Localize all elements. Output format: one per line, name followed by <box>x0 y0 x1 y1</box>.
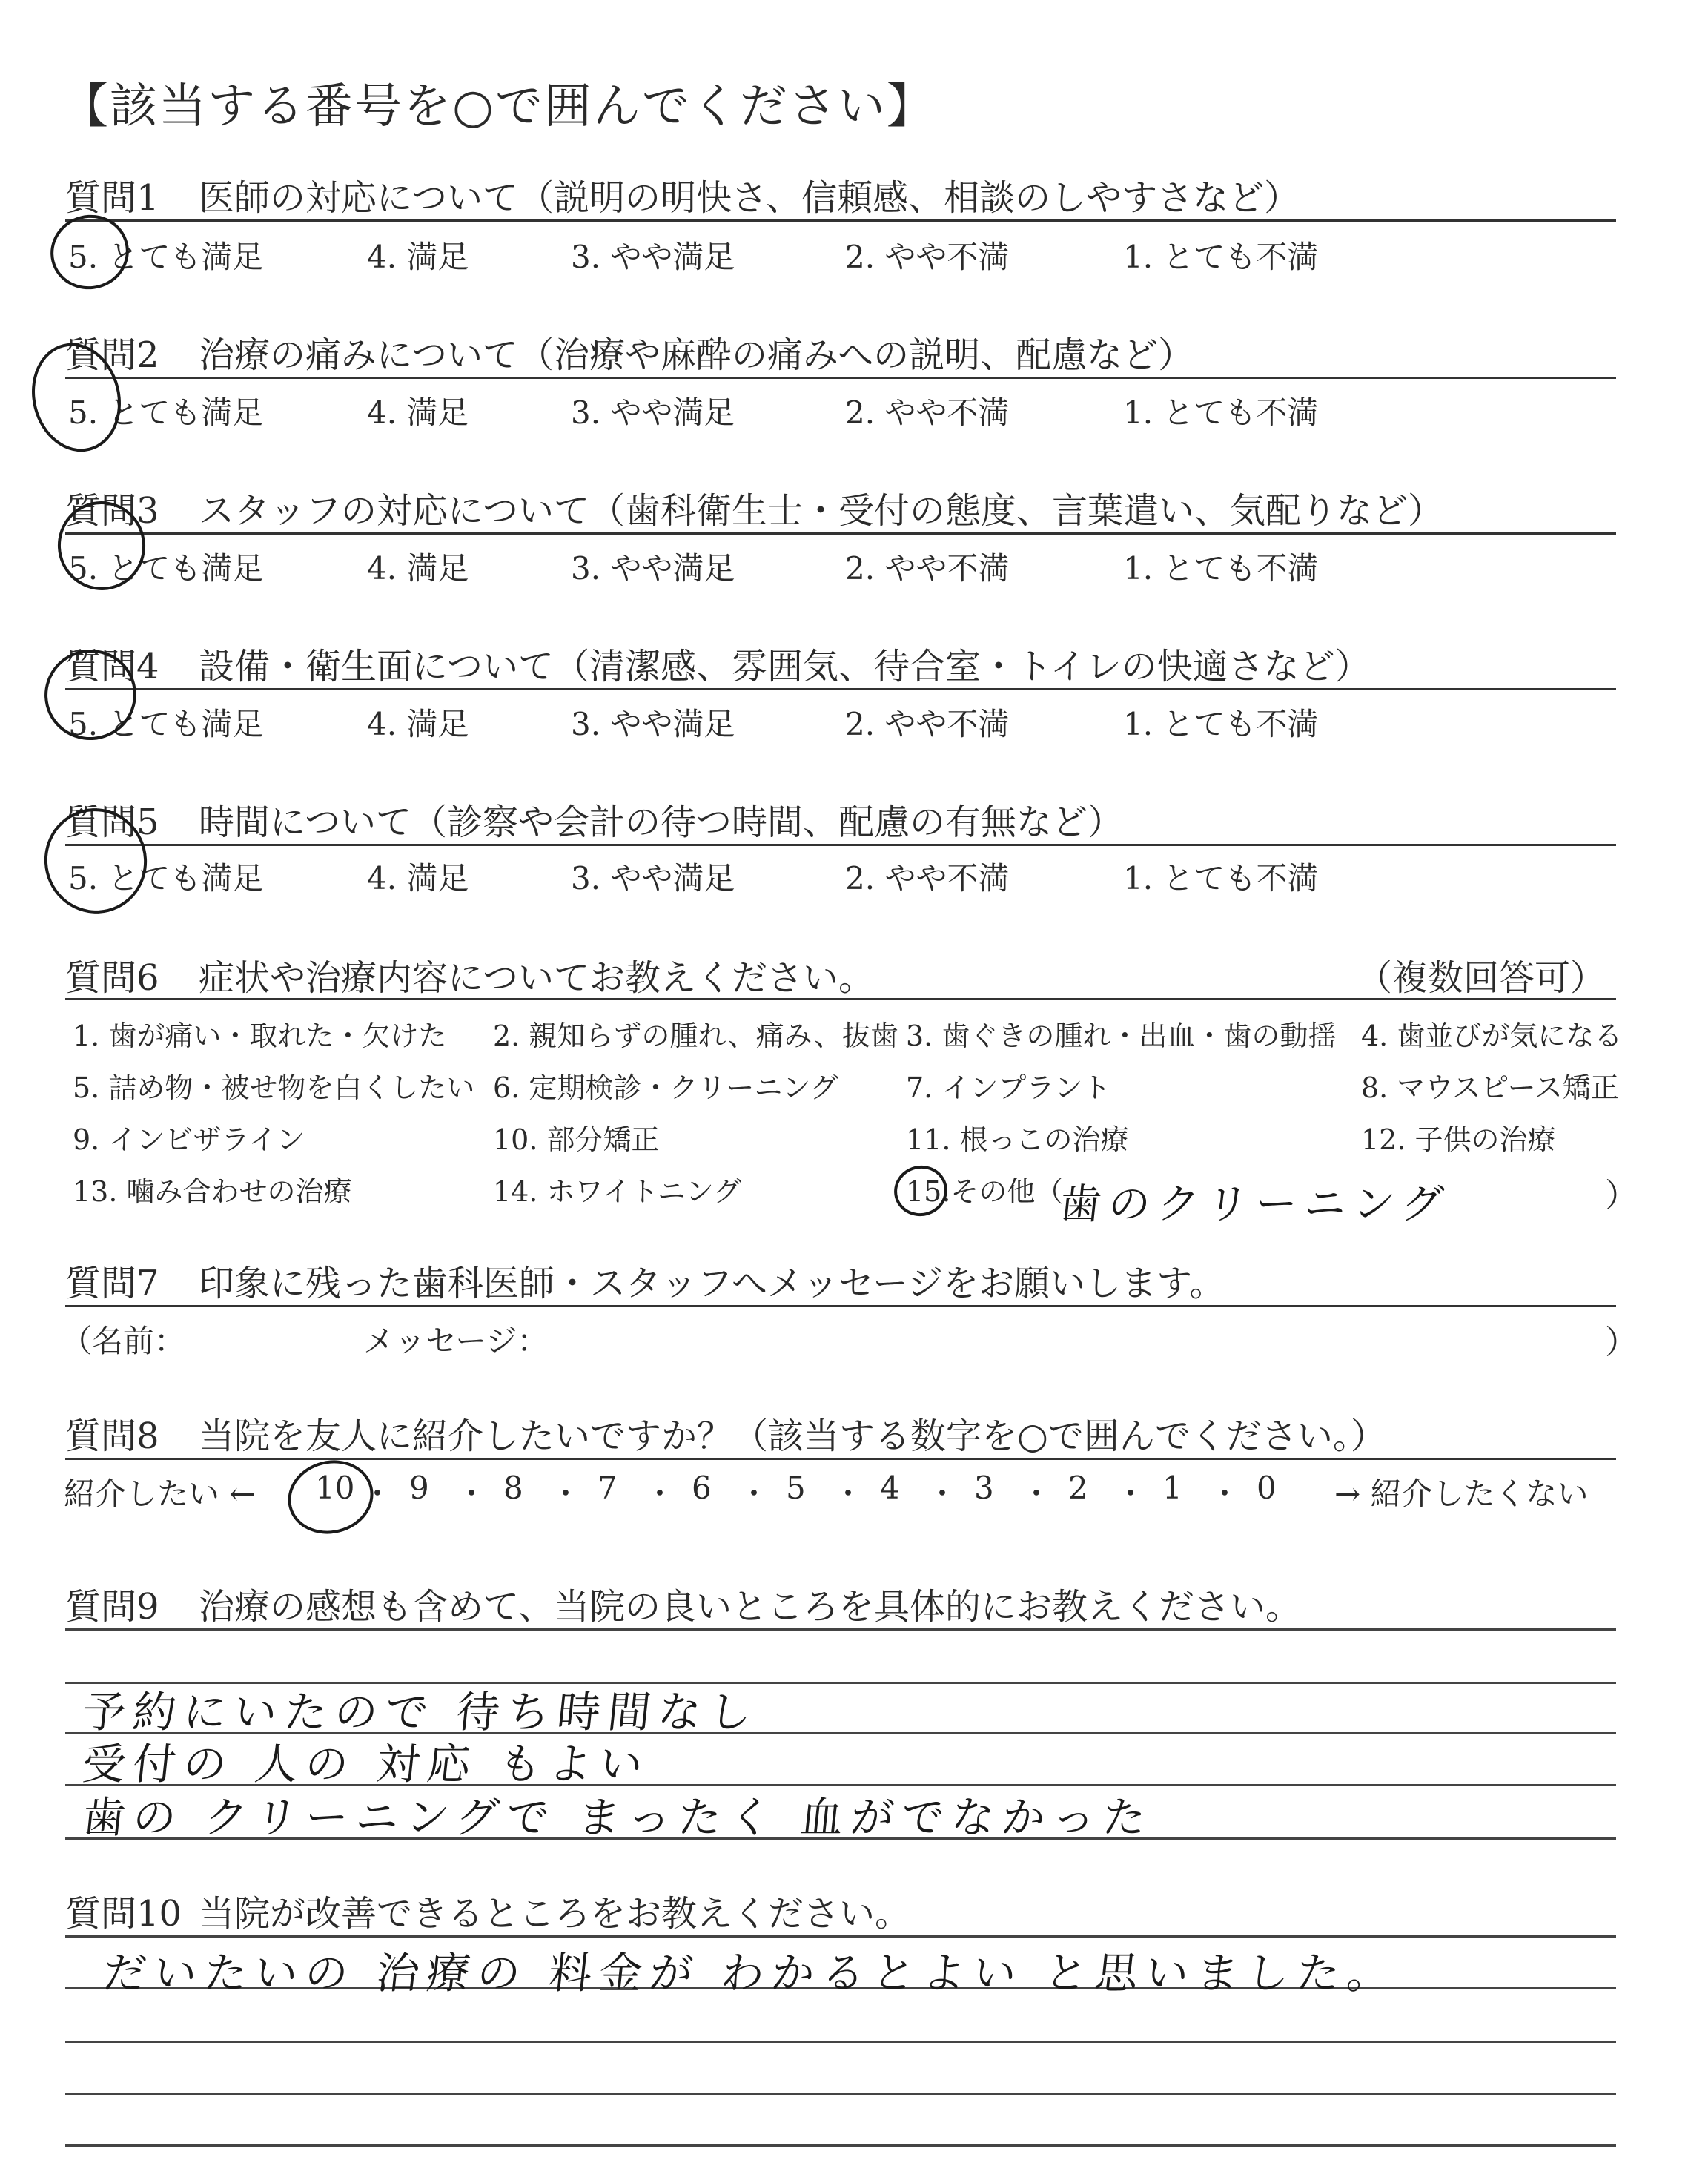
answer-line <box>65 1628 1616 1631</box>
q4-option-4[interactable]: 4. 満足 <box>367 706 469 742</box>
q6-option-6[interactable]: 6. 定期検診・クリーニング <box>493 1071 838 1104</box>
scale-value-0[interactable]: 0 <box>1257 1470 1277 1506</box>
q3-option-5[interactable]: 5. とても満足 <box>68 550 264 587</box>
scale-value-9[interactable]: 9 <box>409 1470 429 1506</box>
q3-option-3[interactable]: 3. やや満足 <box>571 550 735 587</box>
question-number: 質問10 <box>65 1893 182 1935</box>
scale-value-4[interactable]: 4 <box>880 1470 900 1506</box>
divider <box>65 1305 1616 1307</box>
question-2-title <box>65 326 1194 377</box>
q5-option-5[interactable]: 5. とても満足 <box>68 860 264 896</box>
q6-other-handwritten: 歯のクリーニング <box>1057 1180 1453 1229</box>
question-8-title <box>65 1407 1386 1459</box>
question-5-title <box>65 793 1123 845</box>
scale-separator: ・ <box>833 1476 864 1512</box>
q6-option-5[interactable]: 5. 詰め物・被せ物を白くしたい <box>73 1071 475 1104</box>
q2-option-5[interactable]: 5. とても満足 <box>68 394 264 431</box>
scale-separator: ・ <box>1115 1476 1147 1512</box>
q6-option-1[interactable]: 1. 歯が痛い・取れた・欠けた <box>73 1020 447 1052</box>
scale-value-2[interactable]: 2 <box>1068 1470 1088 1506</box>
q8-right-label: → 紹介したくない <box>1334 1476 1589 1512</box>
question-number: 質問4 <box>65 646 159 687</box>
q3-option-2[interactable]: 2. やや不満 <box>845 550 1010 587</box>
scale-separator: ・ <box>738 1476 770 1512</box>
question-6-title <box>65 949 874 1000</box>
q6-option-7[interactable]: 7. インプラント <box>906 1071 1111 1104</box>
divider <box>65 377 1616 379</box>
scale-value-8[interactable]: 8 <box>503 1470 523 1506</box>
question-number: 質問8 <box>65 1416 159 1457</box>
answer-line <box>65 1935 1616 1938</box>
question-1-title <box>65 169 1300 220</box>
scale-separator: ・ <box>1021 1476 1053 1512</box>
scale-value-6[interactable]: 6 <box>692 1470 712 1506</box>
q5-option-2[interactable]: 2. やや不満 <box>845 860 1010 896</box>
divider <box>65 219 1616 222</box>
q6-option-15[interactable]: 15.その他（ <box>906 1175 1064 1208</box>
question-text: 医師の対応について（説明の明快さ、信頼感、相談のしやすさなど） <box>199 177 1300 219</box>
question-number: 質問9 <box>65 1586 159 1628</box>
divider <box>65 1458 1616 1460</box>
q7-name-label: （名前： <box>61 1323 186 1359</box>
q1-option-2[interactable]: 2. やや不満 <box>845 239 1010 275</box>
q6-option-3[interactable]: 3. 歯ぐきの腫れ・出血・歯の動揺 <box>906 1020 1337 1052</box>
scale-separator: ・ <box>550 1476 582 1512</box>
question-number: 質問6 <box>65 957 159 999</box>
q6-option-10[interactable]: 10. 部分矯正 <box>493 1123 660 1156</box>
question-number: 質問3 <box>65 490 159 532</box>
q9-answer-line-1: 予約にいたので 待ち時間なし <box>79 1687 762 1737</box>
scale-separator: ・ <box>644 1476 676 1512</box>
question-number: 質問1 <box>65 177 159 219</box>
question-text: 治療の痛みについて（治療や麻酔の痛みへの説明、配慮など） <box>199 334 1194 376</box>
divider <box>65 532 1616 535</box>
q6-option-12[interactable]: 12. 子供の治療 <box>1361 1123 1556 1156</box>
q6-option-2[interactable]: 2. 親知らずの腫れ、痛み、抜歯 <box>493 1020 898 1052</box>
question-text: 時間について（診察や会計の待つ時間、配慮の有無など） <box>199 802 1124 843</box>
q6-option-8[interactable]: 8. マウスピース矯正 <box>1361 1071 1619 1104</box>
q4-option-1[interactable]: 1. とても不満 <box>1123 706 1319 742</box>
scale-separator: ・ <box>456 1476 488 1512</box>
question-3-title <box>65 482 1443 533</box>
q7-close-paren: ） <box>1605 1324 1638 1361</box>
q4-option-2[interactable]: 2. やや不満 <box>845 706 1010 742</box>
q1-option-1[interactable]: 1. とても不満 <box>1123 239 1319 275</box>
answer-line <box>65 2144 1616 2147</box>
q2-option-2[interactable]: 2. やや不満 <box>845 394 1010 431</box>
q4-option-5[interactable]: 5. とても満足 <box>68 706 264 742</box>
answer-line <box>65 2041 1616 2043</box>
q7-message-label: メッセージ： <box>363 1323 549 1359</box>
q9-answer-line-3: 歯の クリーニングで まったく 血がでなかった <box>79 1792 1156 1843</box>
q6-option-13[interactable]: 13. 噛み合わせの治療 <box>73 1175 352 1208</box>
instruction-header: 【該当する番号を○で囲んでください】 <box>61 79 936 134</box>
q5-option-3[interactable]: 3. やや満足 <box>571 860 735 896</box>
q3-option-1[interactable]: 1. とても不満 <box>1123 550 1319 587</box>
q5-option-4[interactable]: 4. 満足 <box>367 860 469 896</box>
q6-option-11[interactable]: 11. 根っこの治療 <box>906 1123 1129 1156</box>
answer-line <box>65 2093 1616 2095</box>
question-text: 当院を友人に紹介したいですか？（該当する数字を○で囲んでください。） <box>199 1416 1386 1457</box>
divider <box>65 844 1616 846</box>
q1-option-3[interactable]: 3. やや満足 <box>571 239 735 275</box>
scale-value-7[interactable]: 7 <box>598 1470 618 1506</box>
q2-option-4[interactable]: 4. 満足 <box>367 394 469 431</box>
q9-answer-line-2: 受付の 人の 対応 もよい <box>79 1739 653 1789</box>
scale-value-10[interactable]: 10 <box>315 1470 355 1506</box>
q3-option-4[interactable]: 4. 満足 <box>367 550 469 587</box>
q10-answer-line-1: だいたいの 治療の 料金が わかるとよい と思いました。 <box>100 1948 1400 1998</box>
multiple-answer-note: （複数回答可） <box>1357 957 1606 999</box>
q6-option-14[interactable]: 14. ホワイトニング <box>493 1175 742 1208</box>
selection-circle <box>280 1451 381 1542</box>
q6-option-4[interactable]: 4. 歯並びが気になる <box>1361 1020 1623 1052</box>
question-text: スタッフの対応について（歯科衛生士・受付の態度、言葉遣い、気配りなど） <box>199 490 1444 532</box>
question-4-title <box>65 638 1371 689</box>
q5-option-1[interactable]: 1. とても不満 <box>1123 860 1319 896</box>
q6-option-9[interactable]: 9. インビザライン <box>73 1123 305 1156</box>
question-9-title <box>65 1578 1301 1629</box>
scale-value-5[interactable]: 5 <box>786 1470 806 1506</box>
q1-option-4[interactable]: 4. 満足 <box>367 239 469 275</box>
q2-option-3[interactable]: 3. やや満足 <box>571 394 735 431</box>
question-text: 設備・衛生面について（清潔感、雰囲気、待合室・トイレの快適さなど） <box>199 646 1371 687</box>
scale-separator: ・ <box>362 1476 394 1512</box>
scale-value-1[interactable]: 1 <box>1162 1470 1182 1506</box>
scale-separator: ・ <box>927 1476 959 1512</box>
q6-close-paren: ） <box>1605 1177 1638 1215</box>
question-10-title <box>65 1885 910 1936</box>
q2-option-1[interactable]: 1. とても不満 <box>1123 394 1319 431</box>
question-text: 印象に残った歯科医師・スタッフへメッセージをお願いします。 <box>199 1263 1225 1304</box>
divider <box>65 998 1616 1000</box>
q1-option-5[interactable]: 5. とても満足 <box>68 239 264 275</box>
question-text: 治療の感想も含めて、当院の良いところを具体的にお教えください。 <box>199 1586 1302 1628</box>
divider <box>65 688 1616 690</box>
question-text: 当院が改善できるところをお教えください。 <box>199 1893 911 1935</box>
question-number: 質問5 <box>65 802 159 843</box>
scale-separator: ・ <box>1209 1476 1241 1512</box>
question-number: 質問2 <box>65 334 159 376</box>
question-number: 質問7 <box>65 1263 159 1304</box>
question-text: 症状や治療内容についてお教えください。 <box>199 957 875 999</box>
q4-option-3[interactable]: 3. やや満足 <box>571 706 735 742</box>
q8-left-label: 紹介したい ← <box>64 1476 256 1512</box>
question-7-title <box>65 1255 1225 1306</box>
scale-value-3[interactable]: 3 <box>974 1470 994 1506</box>
